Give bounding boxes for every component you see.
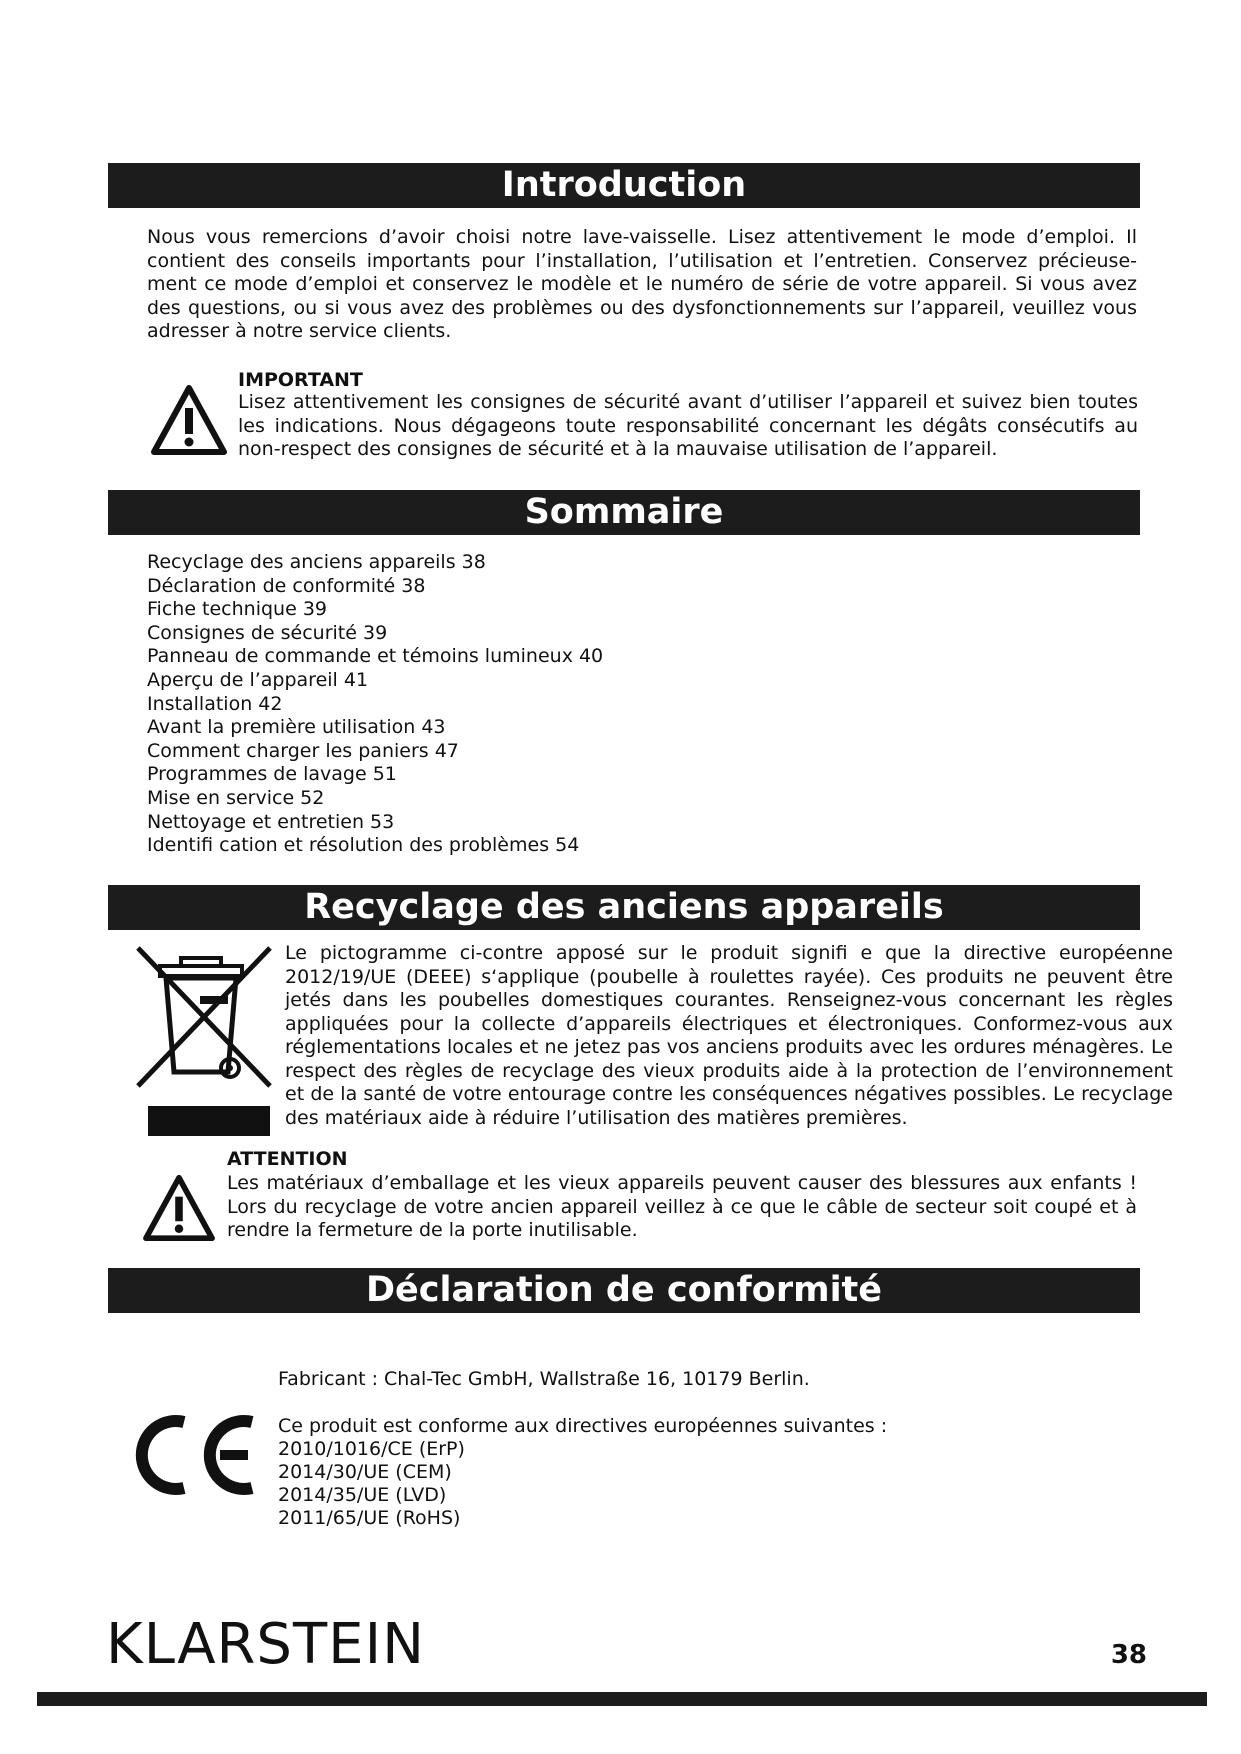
recyclage-paragraph: Le pictogramme ci-contre apposé sur le produit signifi e que la directive européenne 2012/19/UE (DEEE) s‘applique (poubelle à roulettes rayée). Ces produits ne peuvent être jetés dans les poubelles domestiques courantes. Renseignez-vous concernant les règles appliquées pour la collecte d’appareils électriques et électroniques. Conformez-vous aux réglementations locales et ne jetez pas vos anciens produits avec les ordures ménagères. Le respect des règles de recyclage des vieux produits aide à la protection de l’environnement et de la santé de votre entourage contre les conséquences négatives possibles. Le recyclage des matériaux aide à réduire l’utilisation des matières premières. — [285, 942, 1173, 1129]
directive-item: 2014/35/UE (LVD) — [278, 1484, 447, 1506]
intro-paragraph: Nous vous remercions d’avoir choisi notre lave-vaisselle. Lisez attentivement le mode d’emploi. Il contient des conseils importants pour l’installation, l’utilisation et l’entretien. Conservez précieuse-ment ce mode d’emploi et conservez le modèle et le numéro de série de votre appareil. Si vous avez des questions, ou si vous avez des problèmes ou des dysfonctionnements sur l’appareil, veuillez vous adresser à notre service clients. — [147, 226, 1137, 342]
section-title-declaration: Déclaration de conformité — [108, 1268, 1140, 1313]
toc-item: Consignes de sécurité 39 — [147, 621, 388, 644]
toc-item: Installation 42 — [147, 692, 283, 715]
warning-triangle-icon — [150, 384, 228, 456]
directive-item: 2010/1016/CE (ErP) — [278, 1438, 465, 1460]
toc-item: Déclaration de conformité 38 — [147, 574, 426, 597]
footer-rule — [37, 1692, 1207, 1706]
toc-item: Recyclage des anciens appareils 38 — [147, 551, 486, 573]
warning-triangle-icon — [142, 1174, 216, 1242]
section-title-sommaire: Sommaire — [108, 490, 1140, 535]
toc-item: Panneau de commande et témoins lumineux 40 — [147, 645, 604, 668]
toc-item: Nettoyage et entretien 53 — [147, 810, 395, 833]
conformity-statement: Ce produit est conforme aux directives européennes suivantes : — [278, 1415, 888, 1437]
toc-item: Programmes de lavage 51 — [147, 763, 397, 786]
directive-item: 2014/30/UE (CEM) — [278, 1461, 452, 1483]
toc-item: Aperçu de l’appareil 41 — [147, 668, 369, 691]
important-label: IMPORTANT — [238, 369, 363, 391]
toc-item: Mise en service 52 — [147, 786, 325, 809]
page-number: 38 — [1110, 1640, 1147, 1670]
section-title-introduction: Introduction — [108, 163, 1140, 208]
directive-item: 2011/65/UE (RoHS) — [278, 1507, 461, 1529]
important-paragraph: Lisez attentivement les consignes de sécurité avant d’utiliser l’appareil et suivez bien toutes les indications. Nous dégageons toute responsabilité concernant les dégâts consécutifs au non-respect des consignes de sécurité et à la mauvaise utilisation de l’appareil. — [238, 391, 1138, 460]
ce-mark-icon — [132, 1410, 262, 1500]
table-of-contents — [147, 551, 603, 858]
crossed-out-wheelie-bin-icon — [136, 944, 276, 1140]
brand-logo: KLARSTEIN — [106, 1612, 425, 1677]
toc-item: Fiche technique 39 — [147, 598, 327, 621]
fabricant-text: Fabricant : Chal-Tec GmbH, Wallstraße 16, 10179 Berlin. — [278, 1368, 810, 1390]
section-title-recyclage: Recyclage des anciens appareils — [108, 885, 1140, 930]
toc-item: Identifi cation et résolution des problèmes 54 — [147, 834, 580, 857]
attention-paragraph: Les matériaux d’emballage et les vieux appareils peuvent causer des blessures aux enfants ! Lors du recyclage de votre ancien appareil veillez à ce que le câble de secteur soit coupé et à rendre la fermeture de la porte inutilisable. — [227, 1172, 1137, 1241]
toc-item: Avant la première utilisation 43 — [147, 716, 446, 739]
attention-label: ATTENTION — [227, 1148, 348, 1170]
toc-item: Comment charger les paniers 47 — [147, 739, 459, 762]
ce-mark-logo — [132, 1410, 262, 1500]
